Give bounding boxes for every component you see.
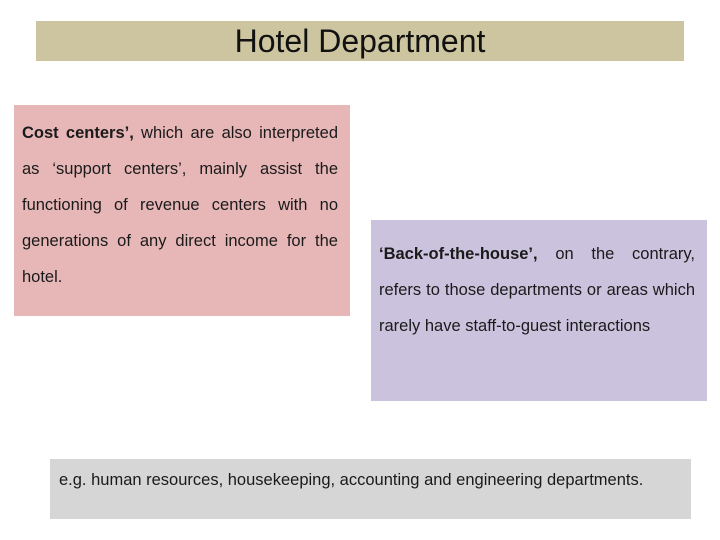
page-title: Hotel Department bbox=[234, 23, 486, 59]
example-text: e.g. human resources, housekeeping, accounting and engineering departments. bbox=[59, 471, 644, 489]
cost-centers-term: Cost centers’, bbox=[22, 124, 134, 142]
back-of-house-text: on the contrary, refers to those departments or areas which rarely have staff-to-guest interactions bbox=[379, 245, 695, 335]
cost-centers-text: which are also interpreted as ‘support centers’, mainly assist the functioning of revenue centers with no generations of any direct income for the hotel. bbox=[22, 124, 338, 286]
cost-centers-box bbox=[14, 105, 350, 316]
back-of-house-term: ‘Back-of-the-house’, bbox=[379, 245, 538, 263]
title-bar bbox=[36, 21, 684, 61]
back-of-house-box bbox=[371, 220, 707, 401]
example-box bbox=[50, 459, 691, 519]
